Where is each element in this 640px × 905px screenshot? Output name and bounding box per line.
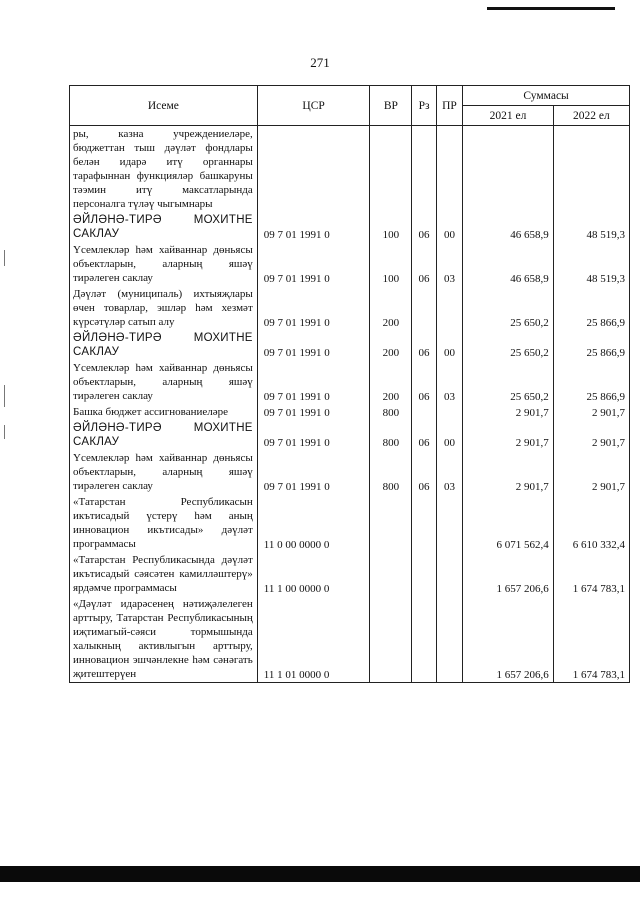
scan-margin-mark xyxy=(4,385,5,407)
row-sum-2022: 48 519,3 xyxy=(553,242,629,286)
row-csr: 09 7 01 1991 0 xyxy=(257,330,370,360)
row-sum-2021: 46 658,9 xyxy=(463,212,554,242)
row-vr xyxy=(370,494,412,552)
row-sum-2021: 2 901,7 xyxy=(463,420,554,450)
row-pr xyxy=(436,596,463,683)
row-name: ӘЙЛӘНӘ-ТИРӘ МОХИТНЕ САКЛАУ xyxy=(70,212,258,242)
row-rz: 06 xyxy=(412,420,436,450)
row-name: «Татарстан Республикасын икътисадый үстерү һәм аның инновацион икътисады» дәүләт программасы xyxy=(70,494,258,552)
row-csr: 09 7 01 1991 0 xyxy=(257,286,370,330)
row-sum-2021: 1 657 206,6 xyxy=(463,552,554,596)
row-rz: 06 xyxy=(412,450,436,494)
row-rz: 06 xyxy=(412,242,436,286)
row-name: «Татарстан Республикасында дәүләт икътисадый сәясәтен камилләштерү» ярдәмче программасы xyxy=(70,552,258,596)
row-pr xyxy=(436,494,463,552)
row-pr: 00 xyxy=(436,212,463,242)
page-number: 271 xyxy=(310,55,330,70)
row-rz: 06 xyxy=(412,330,436,360)
row-sum-2021: 25 650,2 xyxy=(463,286,554,330)
row-csr: 11 1 01 0000 0 xyxy=(257,596,370,683)
row-sum-2021: 25 650,2 xyxy=(463,360,554,404)
row-sum-2022: 48 519,3 xyxy=(553,212,629,242)
row-name: ры, казна учреждениеләре, бюджеттан тыш дәүләт фондлары белән идарә итү органнары тарафыннан функцияләр башкаруны тәэмин итү максатларында персоналга түләү чыгымнары xyxy=(70,126,258,213)
row-name: Дәүләт (муниципаль) ихтыяҗлары өчен товарлар, эшләр һәм хезмәт күрсәтүләр сатып алу xyxy=(70,286,258,330)
row-pr xyxy=(436,126,463,213)
table-row xyxy=(70,450,630,494)
row-vr: 800 xyxy=(370,404,412,420)
row-csr: 09 7 01 1991 0 xyxy=(257,212,370,242)
row-vr: 100 xyxy=(370,242,412,286)
table-header xyxy=(70,86,630,126)
table-row xyxy=(70,330,630,360)
row-sum-2021: 25 650,2 xyxy=(463,330,554,360)
table-row xyxy=(70,360,630,404)
table-row xyxy=(70,286,630,330)
row-csr: 11 0 00 0000 0 xyxy=(257,494,370,552)
row-name: ӘЙЛӘНӘ-ТИРӘ МОХИТНЕ САКЛАУ xyxy=(70,420,258,450)
row-pr: 00 xyxy=(436,330,463,360)
row-rz xyxy=(412,494,436,552)
table-row xyxy=(70,242,630,286)
row-sum-2022: 25 866,9 xyxy=(553,360,629,404)
table-row xyxy=(70,212,630,242)
row-vr: 200 xyxy=(370,286,412,330)
row-vr: 200 xyxy=(370,360,412,404)
row-rz: 06 xyxy=(412,212,436,242)
row-pr xyxy=(436,286,463,330)
row-name: Башка бюджет ассигнованиеләре xyxy=(70,404,258,420)
row-sum-2022: 1 674 783,1 xyxy=(553,552,629,596)
table-row xyxy=(70,126,630,213)
row-vr: 800 xyxy=(370,420,412,450)
row-sum-2021: 2 901,7 xyxy=(463,450,554,494)
row-vr: 800 xyxy=(370,450,412,494)
col-name-header: Исеме xyxy=(70,86,258,126)
row-sum-2022: 1 674 783,1 xyxy=(553,596,629,683)
row-sum-2022: 6 610 332,4 xyxy=(553,494,629,552)
row-pr: 03 xyxy=(436,360,463,404)
row-rz xyxy=(412,552,436,596)
row-csr: 09 7 01 1991 0 xyxy=(257,404,370,420)
row-pr xyxy=(436,404,463,420)
row-name: «Дәүләт идарәсенең нәтиҗәлелеген арттыру, Татарстан Республикасының иҗтимагый-сәяси тормышында халыкның активлыгын арттыру, инновацион эшчәнлекне һәм сәнәгать җитештерүен xyxy=(70,596,258,683)
budget-table xyxy=(69,85,630,683)
row-pr: 03 xyxy=(436,450,463,494)
col-sums-header: Суммасы xyxy=(463,86,630,106)
table-row xyxy=(70,420,630,450)
col-2021-header: 2021 ел xyxy=(463,106,554,126)
row-csr: 11 1 00 0000 0 xyxy=(257,552,370,596)
row-sum-2021: 46 658,9 xyxy=(463,242,554,286)
row-sum-2022: 2 901,7 xyxy=(553,420,629,450)
row-name: Үсемлекләр һәм хайваннар дөньясы объектларын, аларның яшәү тирәлеген саклау xyxy=(70,242,258,286)
row-csr: 09 7 01 1991 0 xyxy=(257,450,370,494)
row-sum-2021: 2 901,7 xyxy=(463,404,554,420)
row-rz xyxy=(412,126,436,213)
bottom-scan-bar xyxy=(0,866,640,882)
col-vr-header: ВР xyxy=(370,86,412,126)
scan-margin-mark xyxy=(4,250,5,266)
row-sum-2022: 25 866,9 xyxy=(553,286,629,330)
table-row xyxy=(70,494,630,552)
scan-margin-mark xyxy=(4,425,5,439)
row-csr: 09 7 01 1991 0 xyxy=(257,360,370,404)
table-row xyxy=(70,404,630,420)
col-rz-header: Рз xyxy=(412,86,436,126)
row-rz xyxy=(412,404,436,420)
row-name: Үсемлекләр һәм хайваннар дөньясы объектларын, аларның яшәү тирәлеген саклау xyxy=(70,360,258,404)
col-pr-header: ПР xyxy=(436,86,463,126)
row-sum-2022 xyxy=(553,126,629,213)
row-sum-2021: 1 657 206,6 xyxy=(463,596,554,683)
row-pr: 00 xyxy=(436,420,463,450)
col-csr-header: ЦСР xyxy=(257,86,370,126)
row-sum-2022: 25 866,9 xyxy=(553,330,629,360)
row-sum-2022: 2 901,7 xyxy=(553,450,629,494)
row-sum-2021: 6 071 562,4 xyxy=(463,494,554,552)
row-rz: 06 xyxy=(412,360,436,404)
row-pr: 03 xyxy=(436,242,463,286)
table-body xyxy=(70,126,630,683)
row-sum-2021 xyxy=(463,126,554,213)
col-2022-header: 2022 ел xyxy=(553,106,629,126)
row-rz xyxy=(412,286,436,330)
row-sum-2022: 2 901,7 xyxy=(553,404,629,420)
row-pr xyxy=(436,552,463,596)
top-edge-mark xyxy=(487,7,615,10)
row-csr: 09 7 01 1991 0 xyxy=(257,420,370,450)
row-vr xyxy=(370,126,412,213)
row-vr xyxy=(370,552,412,596)
row-name: Үсемлекләр һәм хайваннар дөньясы объектларын, аларның яшәү тирәлеген саклау xyxy=(70,450,258,494)
table-row xyxy=(70,552,630,596)
row-vr: 100 xyxy=(370,212,412,242)
row-vr: 200 xyxy=(370,330,412,360)
row-name: ӘЙЛӘНӘ-ТИРӘ МОХИТНЕ САКЛАУ xyxy=(70,330,258,360)
row-csr xyxy=(257,126,370,213)
row-csr: 09 7 01 1991 0 xyxy=(257,242,370,286)
table-row xyxy=(70,596,630,683)
row-rz xyxy=(412,596,436,683)
row-vr xyxy=(370,596,412,683)
